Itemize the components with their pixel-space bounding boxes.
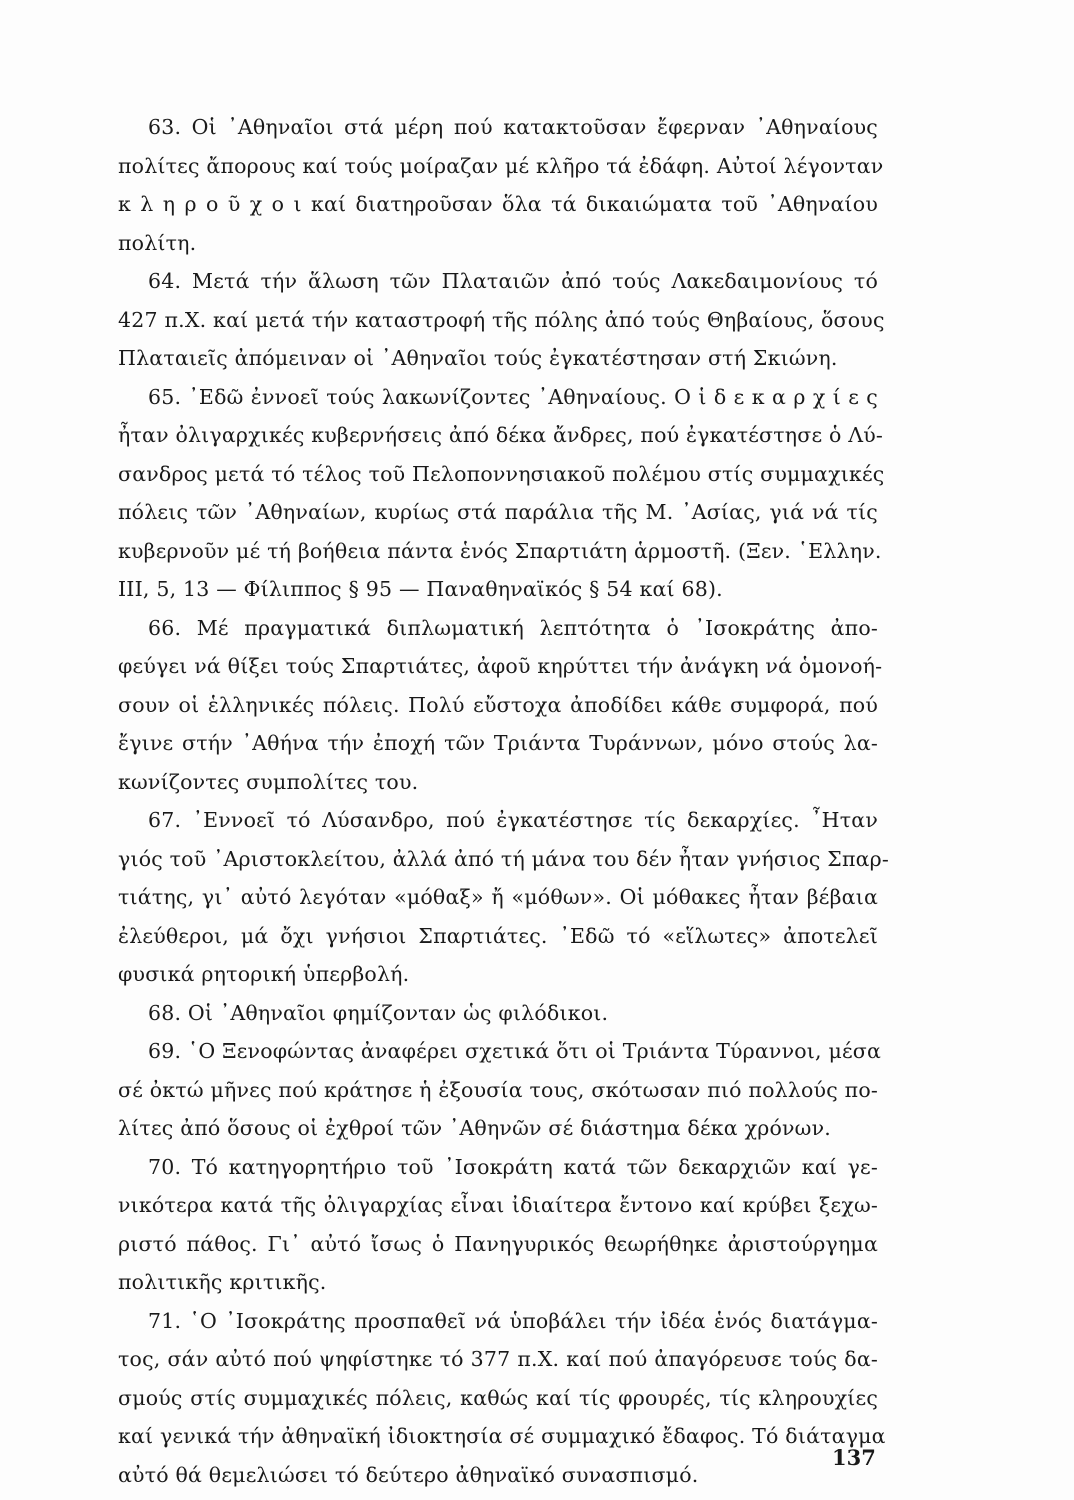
text-line: σουν οἱ ἑλληνικές πόλεις. Πολύ εὔστοχα ἀποδίδει κάθε συμφορά, πού — [118, 692, 878, 717]
text-line: πολιτικῆς κριτικῆς. — [118, 1270, 327, 1294]
text-line: 67. ᾿Εννοεῖ τό Λύσανδρο, πού ἐγκατέστησε τίς δεκαρχίες. ῏Ηταν — [148, 808, 878, 832]
text-line: σανδρος μετά τό τέλος τοῦ Πελοποννησιακοῦ πολέμου στίς συμμαχικές — [118, 461, 885, 486]
notes-text-block — [118, 108, 890, 1494]
text-line: καί γενικά τήν ἀθηναϊκή ἰδιοκτησία σέ συμμαχικό ἔδαφος. Τό διάταγμα — [118, 1424, 886, 1448]
text-line: φεύγει νά θίξει τούς Σπαρτιάτες, ἀφοῦ κηρύττει τήν ἀνάγκη νά ὁμονοή- — [118, 654, 883, 678]
text-line: 64. Μετά τήν ἅλωση τῶν Πλαταιῶν ἀπό τούς Λακεδαιμονίους τό — [148, 269, 878, 293]
text-line: πόλεις τῶν ᾿Αθηναίων, κυρίως στά παράλια τῆς Μ. ᾿Ασίας, γιά νά τίς — [118, 500, 878, 524]
text-line: 68. Οἱ ᾿Αθηναῖοι φημίζονταν ὡς φιλόδικοι. — [148, 1000, 609, 1025]
text-line: πολίτη. — [118, 230, 197, 255]
text-line: 63. Οἱ ᾿Αθηναῖοι στά μέρη πού κατακτοῦσαν ἔφερναν ᾿Αθηναίους — [148, 115, 878, 139]
text-line: ριστό πάθος. Γι᾿ αὐτό ἴσως ὁ Πανηγυρικός θεωρήθηκε ἀριστούργημα — [118, 1231, 878, 1256]
text-line: 69. ῾Ο Ξενοφώντας ἀναφέρει σχετικά ὅτι οἱ Τριάντα Τύραννοι, μέσα — [148, 1039, 882, 1063]
page-number: 137 — [832, 1445, 876, 1470]
text-line: κωνίζοντες συμπολίτες του. — [118, 769, 419, 794]
text-line: σμούς στίς συμμαχικές πόλεις, καθώς καί τίς φρουρές, τίς κληρουχίες — [118, 1385, 878, 1410]
text-line: αὐτό θά θεμελιώσει τό δεύτερο ἀθηναϊκό συνασπισμό. — [118, 1462, 699, 1487]
text-line: κ λ η ρ ο ῦ χ ο ι καί διατηροῦσαν ὅλα τά δικαιώματα τοῦ ᾿Αθηναίου — [118, 192, 878, 216]
text-line: 427 π.Χ. καί μετά τήν καταστροφή τῆς πόλης ἀπό τούς Θηβαίους, ὅσους — [118, 307, 885, 332]
text-line: ἐλεύθεροι, μά ὄχι γνήσιοι Σπαρτιάτες. ᾿Εδῶ τό «εἵλωτες» ἀποτελεῖ — [118, 923, 878, 948]
text-line: 66. Μέ πραγματικά διπλωματική λεπτότητα ὁ ᾿Ισοκράτης ἀπο- — [148, 615, 878, 640]
text-line: ἔγινε στήν ᾿Αθήνα τήν ἐποχή τῶν Τριάντα Τυράννων, μόνο στούς λα- — [118, 731, 878, 755]
text-line: κυβερνοῦν μέ τή βοήθεια πάντα ἑνός Σπαρτιάτη ἁρμοστῆ. (Ξεν. ῾Ελλην. — [118, 538, 882, 563]
text-line: φυσικά ρητορική ὑπερβολή. — [118, 962, 410, 986]
text-line: σέ ὀκτώ μῆνες πού κράτησε ἡ ἐξουσία τους, σκότωσαν πιό πολλούς πο- — [118, 1077, 878, 1102]
text-line: 65. ᾿Εδῶ ἐννοεῖ τούς λακωνίζοντες ᾿Αθηναίους. Ο ἱ δ ε κ α ρ χ ί ε ς — [148, 384, 878, 409]
text-line: ἦταν ὀλιγαρχικές κυβερνήσεις ἀπό δέκα ἄνδρες, πού ἐγκατέστησε ὁ Λύ- — [118, 423, 884, 447]
text-line: νικότερα κατά τῆς ὀλιγαρχίας εἶναι ἰδιαίτερα ἔντονο καί κρύβει ξεχω- — [118, 1193, 878, 1217]
text-line: τιάτης, γι᾿ αὐτό λεγόταν «μόθαξ» ἤ «μόθων». Οἱ μόθακες ἦταν βέβαια — [118, 885, 878, 909]
text-line: 70. Τό κατηγορητήριο τοῦ ᾿Ισοκράτη κατά τῶν δεκαρχιῶν καί γε- — [148, 1154, 878, 1179]
text-line: III, 5, 13 — Φίλιππος § 95 — Παναθηναϊκός § 54 καί 68). — [118, 577, 723, 601]
text-line: πολίτες ἄπορους καί τούς μοίραζαν μέ κλῆρο τά ἐδάφη. Αὐτοί λέγονταν — [118, 153, 884, 178]
text-line: τος, σάν αὐτό πού ψηφίστηκε τό 377 π.Χ. καί πού ἀπαγόρευσε τούς δα- — [118, 1347, 878, 1371]
text-line: Πλαταιεῖς ἀπόμειναν οἱ ᾿Αθηναῖοι τούς ἐγκατέστησαν στή Σκιώνη. — [118, 346, 838, 370]
text-line: γιός τοῦ ᾿Αριστοκλείτου, ἀλλά ἀπό τή μάνα του δέν ἦταν γνήσιος Σπαρ- — [118, 846, 890, 871]
text-line: 71. ῾Ο ᾿Ισοκράτης προσπαθεῖ νά ὑποβάλει τήν ἰδέα ἑνός διατάγμα- — [148, 1308, 878, 1333]
text-line: λίτες ἀπό ὅσους οἱ ἐχθροί τῶν ᾿Αθηνῶν σέ διάστημα δέκα χρόνων. — [118, 1116, 831, 1140]
